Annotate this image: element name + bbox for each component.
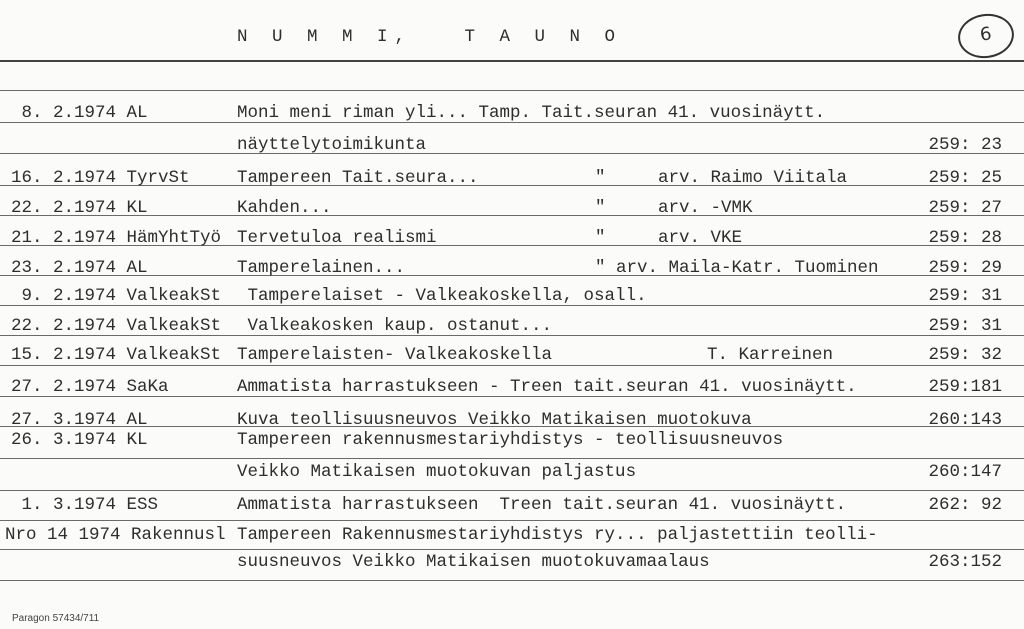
entry-date-source: 15. 2.1974 ValkeakSt	[11, 345, 222, 365]
ruled-line	[0, 153, 1024, 154]
entry-title: Moni meni riman yli... Tamp. Tait.seuran 41. vuosinäytt.	[237, 103, 826, 123]
entry-note: " arv. Raimo Viitala	[595, 168, 848, 188]
entry-title: Tamperelainen...	[237, 258, 406, 278]
entry-date-source: 26. 3.1974 KL	[11, 430, 148, 450]
ruled-line	[0, 365, 1024, 366]
entry-note: T. Karreinen	[707, 345, 834, 365]
entry-date-source: 22. 2.1974 KL	[11, 198, 148, 218]
entry-reference: 259: 31	[928, 316, 1002, 336]
entry-date-source: 8. 2.1974 AL	[11, 103, 148, 123]
ruled-line	[0, 490, 1024, 491]
entry-title: Ammatista harrastukseen - Treen tait.seuran 41. vuosinäytt.	[237, 377, 857, 397]
entry-title: Tamperelaiset - Valkeakoskella, osall.	[237, 286, 647, 306]
entry-reference: 259: 32	[928, 345, 1002, 365]
entry-date-source: 9. 2.1974 ValkeakSt	[11, 286, 222, 306]
entry-reference: 263:152	[928, 552, 1002, 572]
entry-reference: 259: 25	[928, 168, 1002, 188]
entry-title: näyttelytoimikunta	[237, 135, 427, 155]
entry-title: Veikko Matikaisen muotokuvan paljastus	[237, 462, 637, 482]
entry-date-source: Nro 14 1974 Rakennusl	[5, 525, 226, 545]
entry-reference: 259: 27	[928, 198, 1002, 218]
ruled-line	[0, 458, 1024, 459]
entry-reference: 260:143	[928, 410, 1002, 430]
header-rule	[0, 60, 1024, 62]
entry-reference: 259: 29	[928, 258, 1002, 278]
entry-date-source: 27. 3.1974 AL	[11, 410, 148, 430]
card-name: N U M M I, T A U N O	[237, 27, 623, 47]
entry-reference: 259: 31	[928, 286, 1002, 306]
ruled-line	[0, 549, 1024, 550]
entry-date-source: 21. 2.1974 HämYhtTyö	[11, 228, 222, 248]
ruled-line	[0, 580, 1024, 581]
entry-reference: 259:181	[928, 377, 1002, 397]
entry-date-source: 22. 2.1974 ValkeakSt	[11, 316, 222, 336]
entry-note: " arv. -VMK	[595, 198, 753, 218]
entry-note: " arv. VKE	[595, 228, 743, 248]
entry-date-source: 16. 2.1974 TyrvSt	[11, 168, 190, 188]
ruled-line	[0, 215, 1024, 216]
entry-date-source: 27. 2.1974 SaKa	[11, 377, 169, 397]
entry-title: Ammatista harrastukseen Treen tait.seuran 41. vuosinäytt.	[237, 495, 847, 515]
entry-reference: 259: 23	[928, 135, 1002, 155]
entry-reference: 259: 28	[928, 228, 1002, 248]
entry-date-source: 1. 3.1974 ESS	[11, 495, 159, 515]
entry-title: Tampereen Rakennusmestariyhdistys ry... paljastettiin teolli-	[237, 525, 878, 545]
ruled-line	[0, 90, 1024, 91]
card-number: 6	[955, 10, 1017, 61]
print-mark: Paragon 57434/711	[12, 613, 100, 624]
entry-title: suusneuvos Veikko Matikaisen muotokuvamaalaus	[237, 552, 710, 572]
entry-reference: 260:147	[928, 462, 1002, 482]
entry-reference: 262: 92	[928, 495, 1002, 515]
entry-title: Tervetuloa realismi	[237, 228, 437, 248]
entry-title: Tampereen Tait.seura...	[237, 168, 479, 188]
entry-title: Valkeakosken kaup. ostanut...	[237, 316, 553, 336]
ruled-line	[0, 520, 1024, 521]
entry-title: Tampereen rakennusmestariyhdistys - teollisuusneuvos	[237, 430, 784, 450]
entry-note: " arv. Maila-Katr. Tuominen	[595, 258, 879, 278]
entry-title: Kuva teollisuusneuvos Veikko Matikaisen muotokuva	[237, 410, 752, 430]
entry-title: Kahden...	[237, 198, 332, 218]
entry-date-source: 23. 2.1974 AL	[11, 258, 148, 278]
entry-title: Tamperelaisten- Valkeakoskella	[237, 345, 553, 365]
